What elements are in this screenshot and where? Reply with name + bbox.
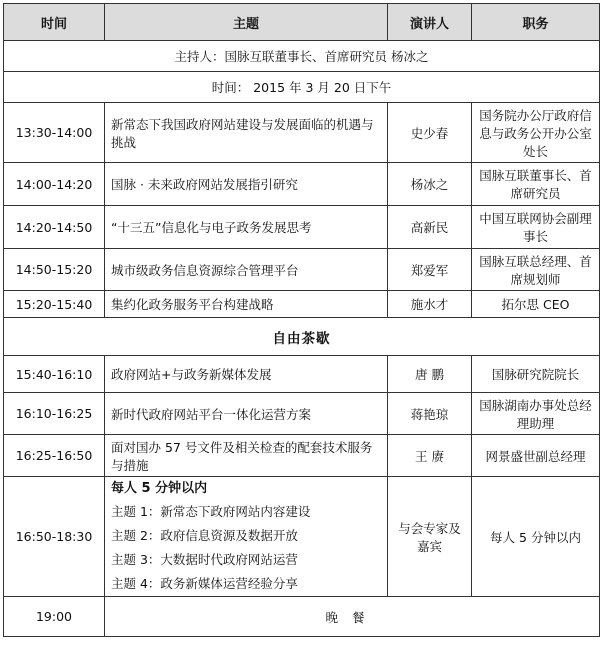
time-cell: 14:50-15:20 [4, 249, 105, 291]
title-cell: 国脉互联总经理、首席规划师 [472, 249, 600, 291]
time-cell: 15:20-15:40 [4, 291, 105, 318]
topic-cell: 面对国办 57 号文件及相关检查的配套技术服务与措施 [105, 435, 388, 477]
topic-cell: 新常态下我国政府网站建设与发展面临的机遇与挑战 [105, 103, 388, 163]
speaker-cell: 郑爱军 [388, 249, 472, 291]
host-row [4, 41, 600, 72]
header-topic: 主题 [105, 4, 388, 41]
time-cell: 14:00-14:20 [4, 163, 105, 206]
table-row [4, 356, 600, 393]
qa-topic-item: 主题 4：政务新媒体运营经验分享 [111, 576, 298, 591]
title-cell: 国脉互联董事长、首席研究员 [472, 163, 600, 206]
table-row [4, 249, 600, 291]
title-cell: 网景盛世副总经理 [472, 435, 600, 477]
speaker-cell: 王 赓 [388, 435, 472, 477]
break-label: 自由茶歇 [4, 318, 600, 356]
table-row [4, 206, 600, 249]
qa-title: 每人 5 分钟以内 [111, 481, 208, 496]
time-cell: 14:20-14:50 [4, 206, 105, 249]
date-line: 时间： 2015 年 3 月 20 日下午 [4, 72, 600, 103]
title-cell: 国脉湖南办事处总经理助理 [472, 393, 600, 435]
speaker-cell: 杨冰之 [388, 163, 472, 206]
topic-cell: 城市级政务信息资源综合管理平台 [105, 249, 388, 291]
topic-cell: “十三五”信息化与电子政务发展思考 [105, 206, 388, 249]
topic-cell: 新时代政府网站平台一体化运营方案 [105, 393, 388, 435]
time-cell: 16:50-18:30 [4, 477, 105, 597]
schedule-table [3, 3, 600, 637]
topic-cell: 集约化政务服务平台构建战略 [105, 291, 388, 318]
title-cell: 国务院办公厅政府信息与政务公开办公室处长 [472, 103, 600, 163]
qa-topic-item: 主题 1：新常态下政府网站内容建设 [111, 504, 311, 519]
table-row [4, 393, 600, 435]
speaker-cell: 史少春 [388, 103, 472, 163]
time-cell: 19:00 [4, 597, 105, 637]
header-speaker: 演讲人 [388, 4, 472, 41]
title-cell: 每人 5 分钟以内 [472, 477, 600, 597]
break-row [4, 318, 600, 356]
qa-topics-cell [105, 477, 388, 597]
header-title: 职务 [472, 4, 600, 41]
speaker-cell: 高新民 [388, 206, 472, 249]
qa-row [4, 477, 600, 597]
header-row [4, 4, 600, 41]
table-row [4, 291, 600, 318]
speaker-cell: 与会专家及嘉宾 [388, 477, 472, 597]
dinner-row [4, 597, 600, 637]
qa-topic-item: 主题 2：政府信息资源及数据开放 [111, 528, 298, 543]
topic-cell: 国脉 · 未来政府网站发展指引研究 [105, 163, 388, 206]
qa-topic-item: 主题 3：大数据时代政府网站运营 [111, 552, 298, 567]
title-cell: 拓尔思 CEO [472, 291, 600, 318]
time-cell: 16:10-16:25 [4, 393, 105, 435]
table-row [4, 103, 600, 163]
speaker-cell: 施水才 [388, 291, 472, 318]
topic-cell: 政府网站+与政务新媒体发展 [105, 356, 388, 393]
speaker-cell: 蒋艳琼 [388, 393, 472, 435]
header-time: 时间 [4, 4, 105, 41]
table-row [4, 435, 600, 477]
title-cell: 中国互联网协会副理事长 [472, 206, 600, 249]
time-cell: 13:30-14:00 [4, 103, 105, 163]
date-row [4, 72, 600, 103]
table-row [4, 163, 600, 206]
dinner-label: 晚餐 [105, 597, 600, 637]
title-cell: 国脉研究院院长 [472, 356, 600, 393]
time-cell: 15:40-16:10 [4, 356, 105, 393]
speaker-cell: 唐 鹏 [388, 356, 472, 393]
host-line: 主持人：国脉互联董事长、首席研究员 杨冰之 [4, 41, 600, 72]
time-cell: 16:25-16:50 [4, 435, 105, 477]
